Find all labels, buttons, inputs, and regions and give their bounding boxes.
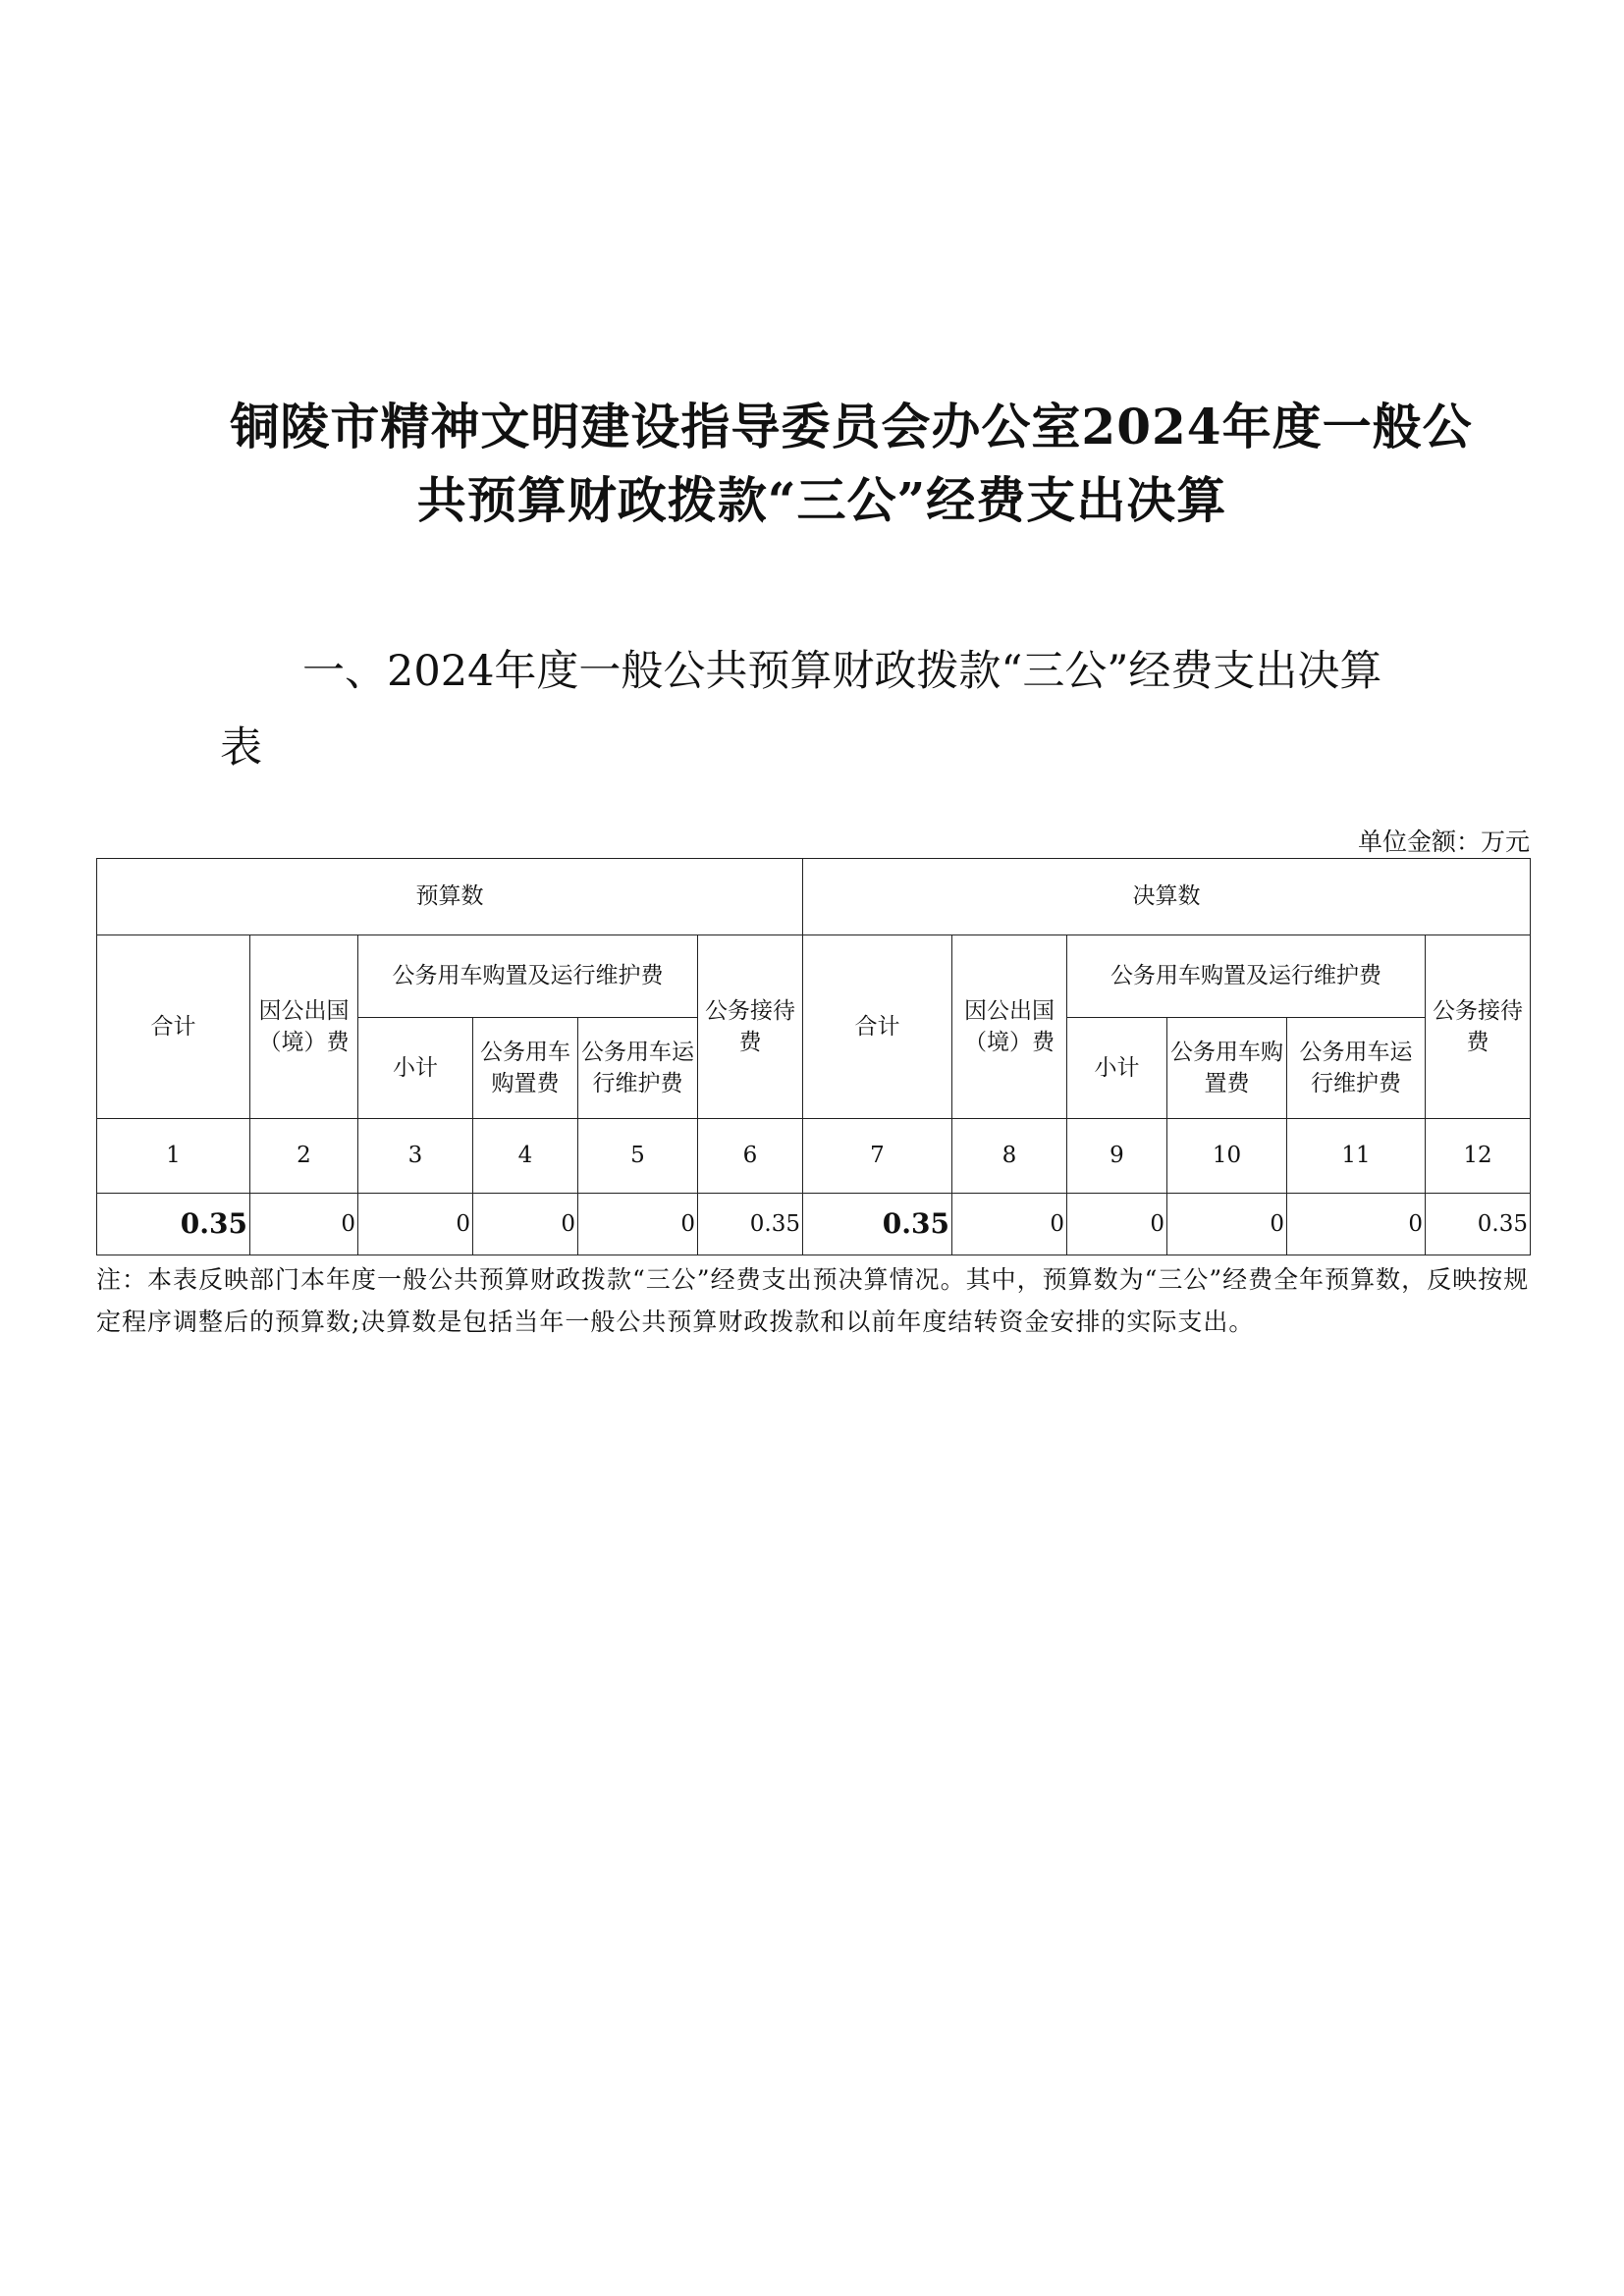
header-total: 合计 xyxy=(803,935,952,1119)
value-cell: 0 xyxy=(1167,1194,1287,1255)
col-number: 11 xyxy=(1287,1119,1426,1194)
header-operation: 公务用车运行维护费 xyxy=(578,1018,698,1119)
value-cell: 0 xyxy=(1287,1194,1426,1255)
header-vehicle: 公务用车购置及运行维护费 xyxy=(358,935,698,1018)
col-number: 2 xyxy=(250,1119,358,1194)
col-number: 3 xyxy=(358,1119,473,1194)
value-cell: 0 xyxy=(952,1194,1067,1255)
table-row xyxy=(97,1194,1531,1255)
col-number: 5 xyxy=(578,1119,698,1194)
header-abroad: 因公出国（境）费 xyxy=(250,935,358,1119)
value-cell: 0.35 xyxy=(803,1194,952,1255)
col-number: 12 xyxy=(1426,1119,1531,1194)
header-reception: 公务接待费 xyxy=(1426,935,1531,1119)
header-reception: 公务接待费 xyxy=(698,935,803,1119)
col-number: 8 xyxy=(952,1119,1067,1194)
header-purchase: 公务用车购置费 xyxy=(1167,1018,1287,1119)
header-operation: 公务用车运行维护费 xyxy=(1287,1018,1426,1119)
value-cell: 0 xyxy=(358,1194,473,1255)
col-number: 9 xyxy=(1067,1119,1167,1194)
three-public-expense-table xyxy=(96,858,1531,1255)
value-cell: 0 xyxy=(250,1194,358,1255)
column-number-row xyxy=(97,1119,1531,1194)
document-title-line2: 共预算财政拨款“三公”经费支出决算 xyxy=(416,471,1227,529)
col-number: 4 xyxy=(473,1119,578,1194)
value-cell: 0.35 xyxy=(1426,1194,1531,1255)
header-purchase: 公务用车购置费 xyxy=(473,1018,578,1119)
col-number: 7 xyxy=(803,1119,952,1194)
section-heading-cont: 表 xyxy=(220,723,262,773)
header-vehicle: 公务用车购置及运行维护费 xyxy=(1067,935,1426,1018)
unit-label: 单位金额：万元 xyxy=(1357,828,1530,856)
value-cell: 0 xyxy=(1067,1194,1167,1255)
header-final: 决算数 xyxy=(803,859,1531,935)
header-subtotal: 小计 xyxy=(1067,1018,1167,1119)
col-number: 1 xyxy=(97,1119,250,1194)
header-abroad: 因公出国（境）费 xyxy=(952,935,1067,1119)
document-title-line1: 铜陵市精神文明建设指导委员会办公室2024年度一般公 xyxy=(230,398,1473,455)
col-number: 10 xyxy=(1167,1119,1287,1194)
table-note: 注：本表反映部门本年度一般公共预算财政拨款“三公”经费支出预决算情况。其中，预算数为“三公”经费全年预算数，反映按规定程序调整后的预算数;决算数是包括当年一般公共预算财政拨款和以前年度结转资金安排的实际支出。 xyxy=(96,1265,1530,1336)
header-total: 合计 xyxy=(97,935,250,1119)
value-cell: 0 xyxy=(473,1194,578,1255)
header-budget: 预算数 xyxy=(97,859,803,935)
value-cell: 0.35 xyxy=(97,1194,250,1255)
header-subtotal: 小计 xyxy=(358,1018,473,1119)
value-cell: 0.35 xyxy=(698,1194,803,1255)
section-heading: 一、2024年度一般公共预算财政拨款“三公”经费支出决算 xyxy=(302,647,1382,696)
value-cell: 0 xyxy=(578,1194,698,1255)
col-number: 6 xyxy=(698,1119,803,1194)
